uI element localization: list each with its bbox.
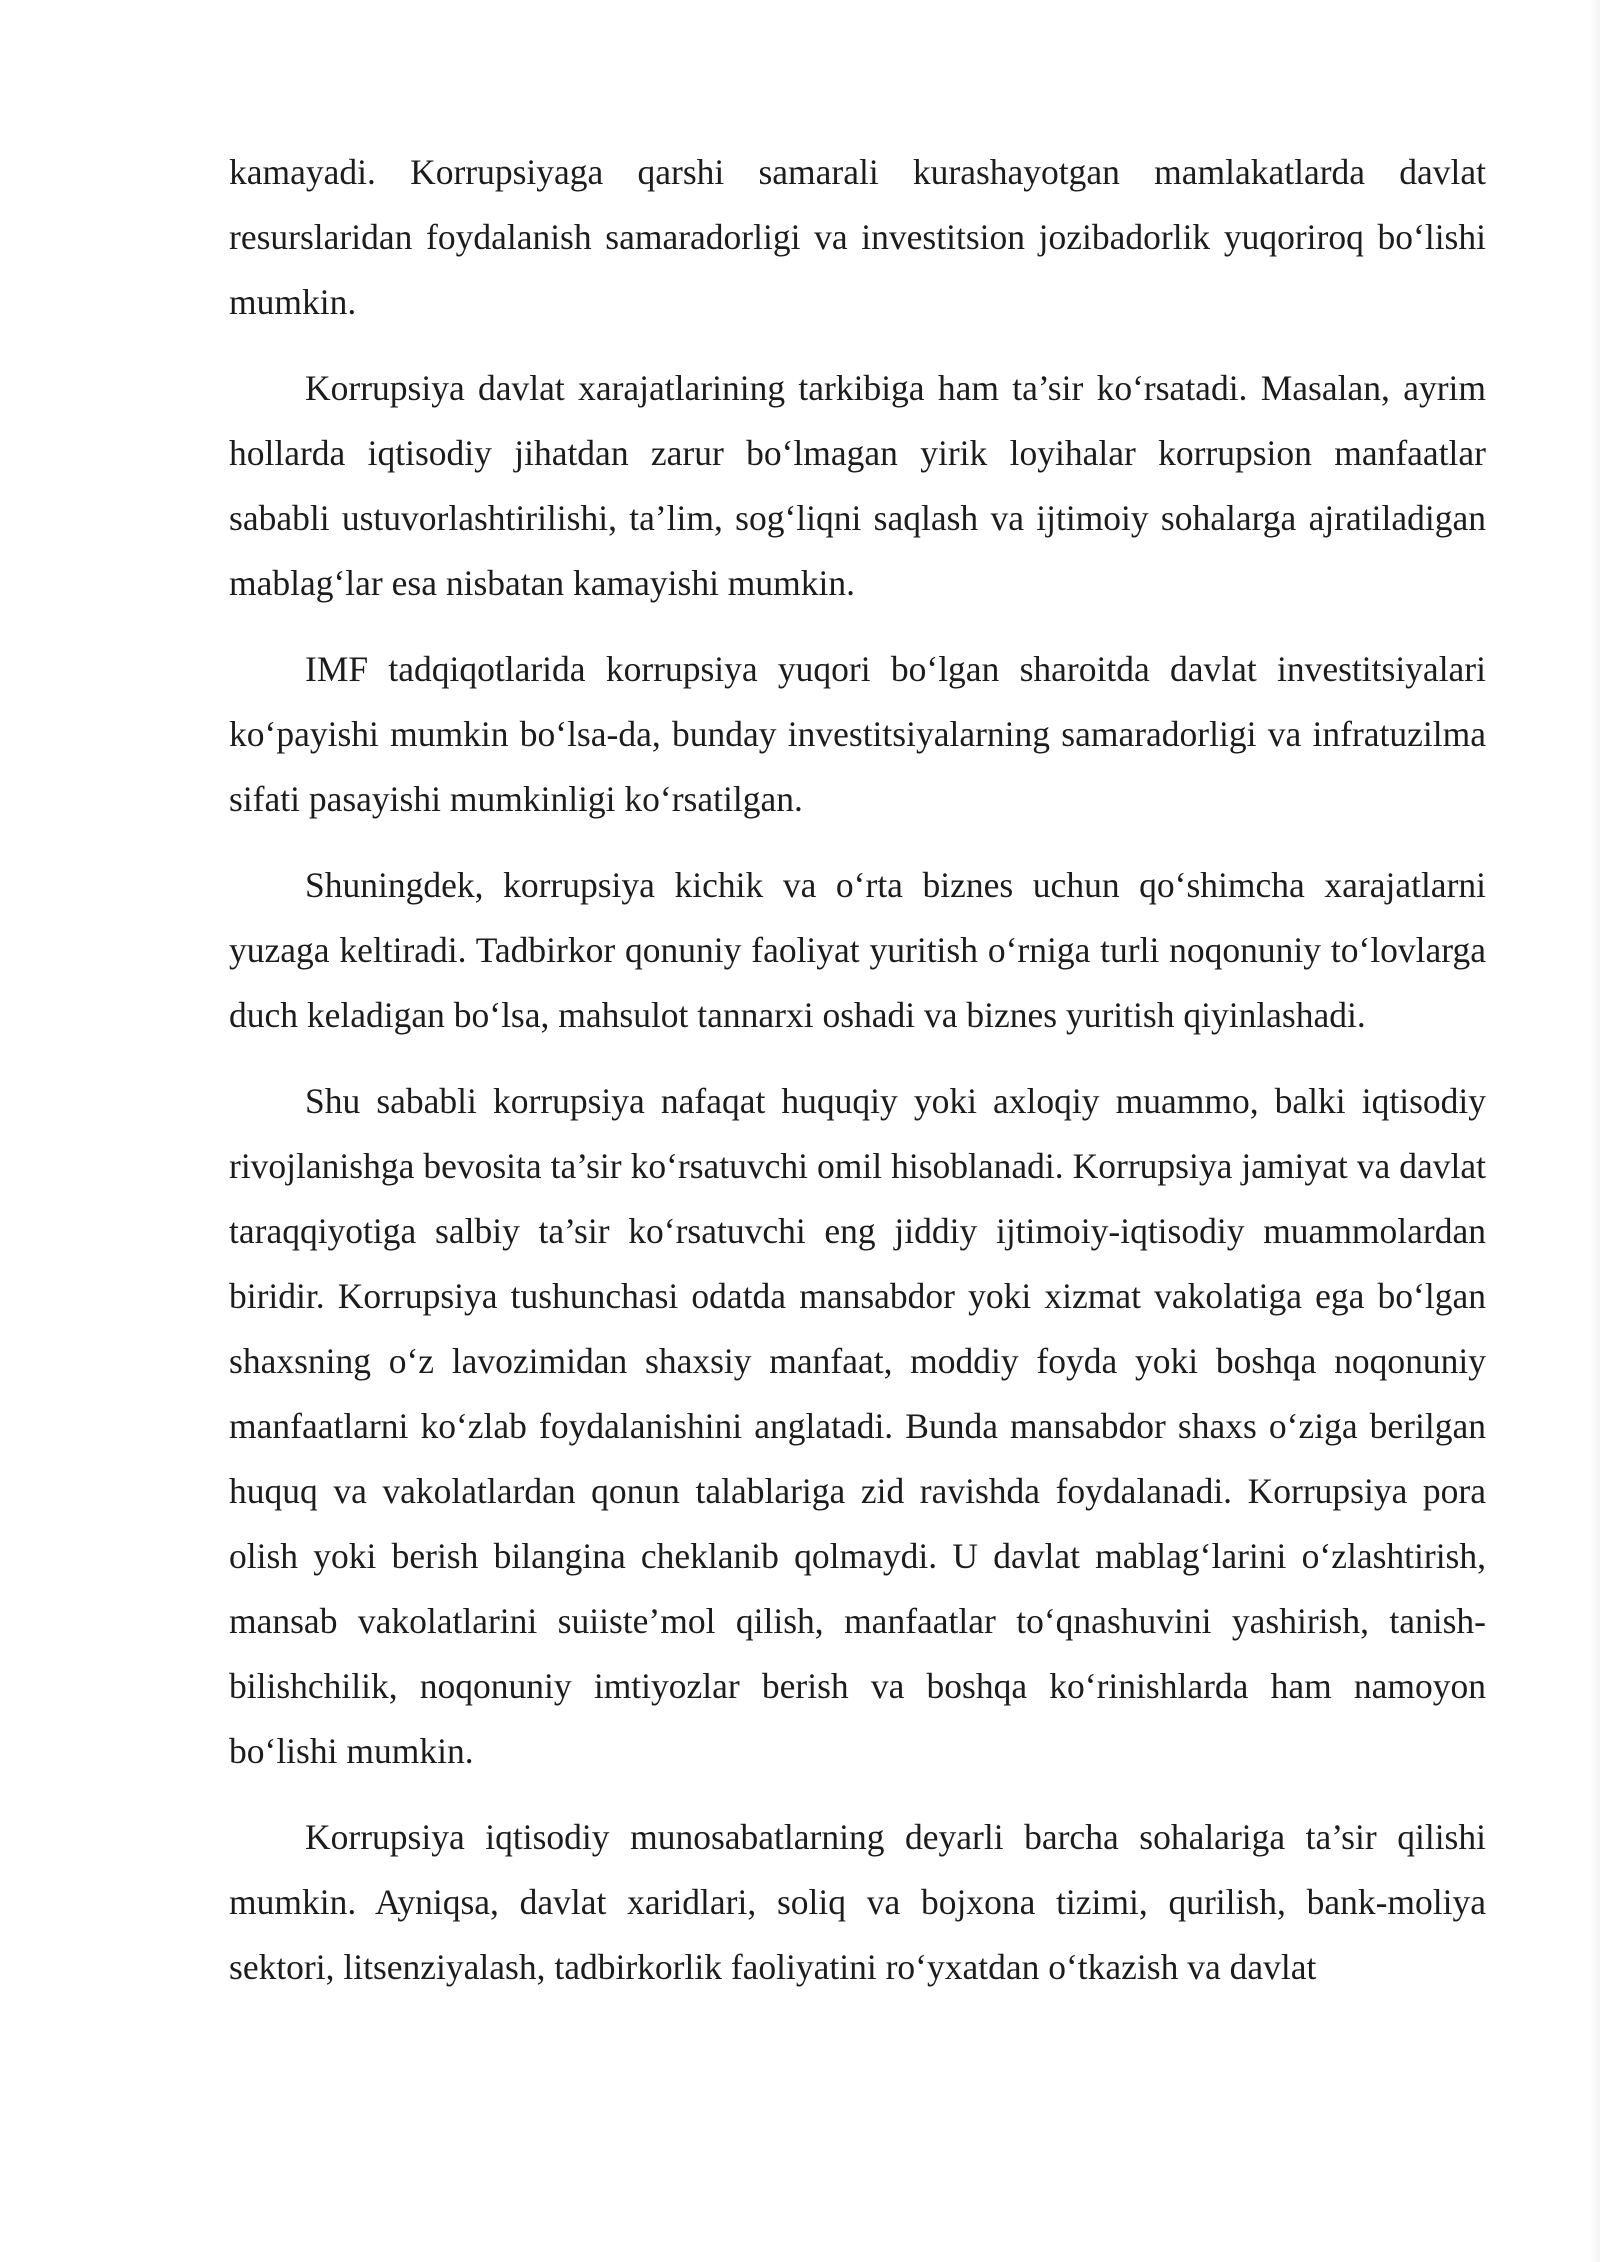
- paragraph: IMF tadqiqotlarida korrupsiya yuqori bo‘lgan sharoitda davlat investitsiyalari ko‘payishi mumkin bo‘lsa-da, bunday investitsiyalarning samaradorligi va infratuzilma sifati pasayishi mumkinligi ko‘rsatilgan.: [229, 649, 1486, 819]
- paragraph: Korrupsiya davlat xarajatlarining tarkibiga ham ta’sir ko‘rsatadi. Masalan, ayrim hollarda iqtisodiy jihatdan zarur bo‘lmagan yirik loyihalar korrupsion manfaatlar sababli ustuvorlashtirilishi, ta’lim, sog‘liqni saqlash va ijtimoiy sohalarga ajratiladigan mablag‘lar esa nisbatan kamayishi mumkin.: [229, 368, 1486, 603]
- page-edge-shadow: [1590, 0, 1600, 2262]
- document-body: [229, 140, 1486, 2000]
- paragraph: Korrupsiya iqtisodiy munosabatlarning deyarli barcha sohalariga ta’sir qilishi mumkin. Ayniqsa, davlat xaridlari, soliq va bojxona tizimi, qurilish, bank-moliya sektori, litsenziyalash, tadbirkorlik faoliyatini ro‘yxatdan o‘tkazish va davlat: [229, 1817, 1486, 1987]
- paragraph: Shu sababli korrupsiya nafaqat huquqiy yoki axloqiy muammo, balki iqtisodiy rivojlanishga bevosita ta’sir ko‘rsatuvchi omil hisoblanadi. Korrupsiya jamiyat va davlat taraqqiyotiga salbiy ta’sir ko‘rsatuvchi eng jiddiy ijtimoiy-iqtisodiy muammolardan biridir. Korrupsiya tushunchasi odatda mansabdor yoki xizmat vakolatiga ega bo‘lgan shaxsning o‘z lavozimidan shaxsiy manfaat, moddiy foyda yoki boshqa noqonuniy manfaatlarni ko‘zlab foydalanishini anglatadi. Bunda mansabdor shaxs o‘ziga berilgan huquq va vakolatlardan qonun talablariga zid ravishda foydalanadi. Korrupsiya pora olish yoki berish bilangina cheklanib qolmaydi. U davlat mablag‘larini o‘zlashtirish, mansab vakolatlarini suiiste’mol qilish, manfaatlar to‘qnashuvini yashirish, tanish-bilishchilik, noqonuniy imtiyozlar berish va boshqa ko‘rinishlarda ham namoyon bo‘lishi mumkin.: [229, 1081, 1486, 1771]
- paragraph-continued: kamayadi. Korrupsiyaga qarshi samarali kurashayotgan mamlakatlarda davlat resurslaridan foydalanish samaradorligi va investitsion jozibadorlik yuqoriroq bo‘lishi mumkin.: [229, 152, 1486, 322]
- paragraph: Shuningdek, korrupsiya kichik va o‘rta biznes uchun qo‘shimcha xarajatlarni yuzaga keltiradi. Tadbirkor qonuniy faoliyat yuritish o‘rniga turli noqonuniy to‘lovlarga duch keladigan bo‘lsa, mahsulot tannarxi oshadi va biznes yuritish qiyinlashadi.: [229, 865, 1486, 1035]
